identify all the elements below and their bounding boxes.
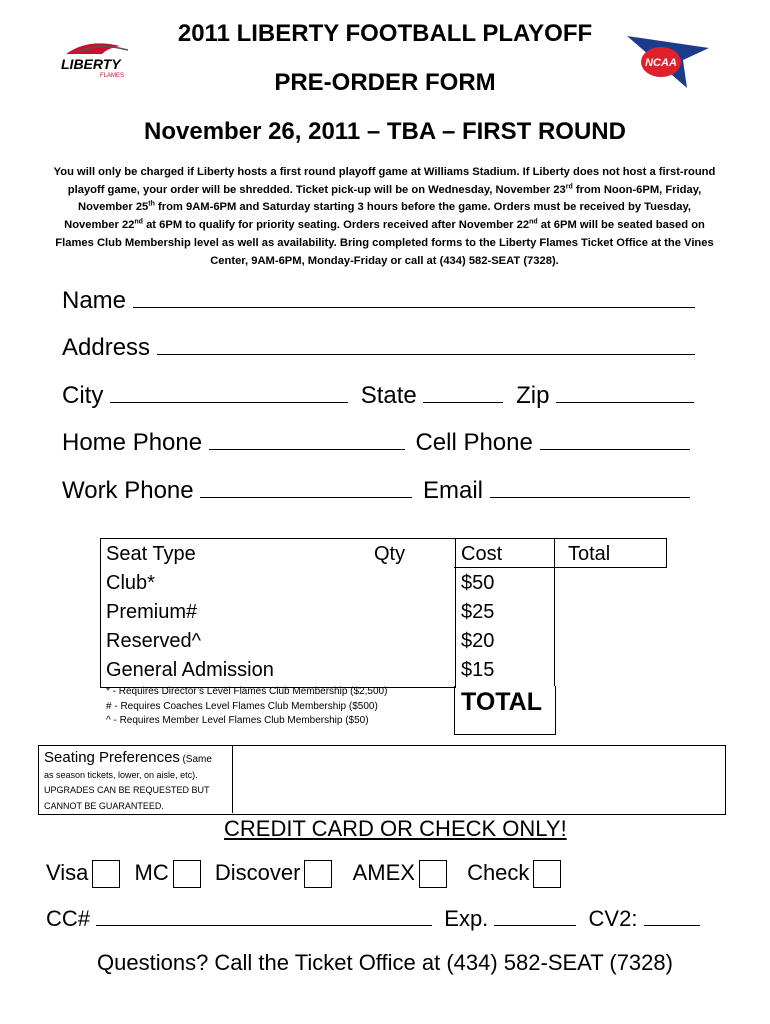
zip-input[interactable] (556, 380, 694, 403)
payment-heading: CREDIT CARD OR CHECK ONLY! (224, 816, 567, 841)
amex-label: AMEX (352, 860, 415, 885)
seat-footnotes (106, 685, 387, 729)
payment-methods-row (46, 860, 561, 888)
mc-label: MC (134, 860, 169, 885)
work-email-row (62, 475, 690, 505)
seating-pref-label: Seating Preferences (44, 749, 180, 766)
check-checkbox[interactable] (533, 860, 561, 888)
seating-pref-input[interactable] (233, 746, 723, 812)
state-input[interactable] (423, 380, 503, 403)
address-input[interactable] (157, 332, 695, 355)
discover-label: Discover (214, 860, 301, 885)
footnote-club: * - Requires Director’s Level Flames Club Membership ($2,500) (106, 686, 388, 697)
address-row (62, 332, 695, 362)
visa-checkbox[interactable] (92, 860, 120, 888)
header-qty: Qty (374, 543, 406, 565)
cc-input[interactable] (96, 905, 432, 926)
row-reserved-cost: $20 (461, 630, 495, 652)
state-label: State (360, 382, 417, 409)
discover-checkbox[interactable] (304, 860, 332, 888)
name-label: Name (62, 287, 127, 314)
work-phone-label: Work Phone (62, 477, 194, 504)
exp-label: Exp. (444, 906, 489, 931)
total-divider (554, 538, 555, 566)
amex-checkbox[interactable] (419, 860, 447, 888)
cell-phone-label: Cell Phone (415, 429, 533, 456)
home-phone-input[interactable] (209, 427, 405, 450)
cv2-input[interactable] (644, 905, 700, 926)
address-label: Address (62, 334, 151, 361)
title-line-2: PRE-ORDER FORM (274, 69, 496, 96)
header-total: Total (568, 543, 611, 565)
ncaa-logo-text: NCAA (645, 57, 677, 69)
row-reserved-type: Reserved^ (106, 630, 201, 652)
mc-checkbox[interactable] (173, 860, 201, 888)
title-line-3: November 26, 2011 – TBA – FIRST ROUND (144, 118, 626, 145)
zip-label: Zip (516, 382, 550, 409)
name-row (62, 285, 695, 315)
exp-input[interactable] (494, 905, 576, 926)
footnote-reserved: ^ - Requires Member Level Flames Club Membership ($50) (106, 715, 369, 726)
header-seat-type: Seat Type (106, 543, 196, 565)
title-line-1: 2011 LIBERTY FOOTBALL PLAYOFF (177, 20, 593, 47)
cv2-label: CV2: (588, 906, 638, 931)
phone-row (62, 427, 690, 457)
city-state-zip-row (62, 380, 694, 410)
cc-row (46, 905, 700, 932)
city-input[interactable] (110, 380, 348, 403)
questions-footer: Questions? Call the Ticket Office at (434) 582-SEAT (7328) (97, 950, 673, 975)
seating-pref-text: Seating Preferences (Same as season tickets, lower, on aisle, etc). UPGRADES CAN BE REQUESTED BUT CANNOT BE GUARANTEED. (44, 749, 212, 811)
name-input[interactable] (133, 285, 695, 308)
email-label: Email (422, 477, 483, 504)
row-premium-type: Premium# (106, 601, 198, 623)
row-club-type: Club* (106, 572, 155, 594)
work-phone-input[interactable] (200, 475, 412, 498)
intro-paragraph: You will only be charged if Liberty hosts a first round playoff game at Williams Stadium. If Liberty does not host a first-round playoff game, your order will be shredded. Ticket pick-up will be on Wednesday, November 23rd from Noon-6PM, Friday, November 25th from 9AM-6PM and Saturday starting 3 hours before the game. Orders must be received by Tuesday, November 22nd at 6PM to qualify for priority seating. Orders received after November 22nd at 6PM will be seated based on Flames Club Membership level as well as availability. Bring completed forms to the Liberty Flames Ticket Office at the Vines Center, 9AM-6PM, Monday-Friday or call at (434) 582-SEAT (7328). (53, 166, 716, 267)
cc-label: CC# (46, 906, 91, 931)
check-label: Check (467, 860, 530, 885)
row-ga-cost: $15 (461, 659, 495, 681)
row-premium-cost: $25 (461, 601, 495, 623)
row-club-cost: $50 (461, 572, 495, 594)
city-label: City (62, 382, 104, 409)
home-phone-label: Home Phone (62, 429, 203, 456)
row-ga-type: General Admission (106, 659, 274, 681)
liberty-logo-text: LIBERTY (61, 56, 121, 72)
header-cost: Cost (461, 543, 503, 565)
visa-label: Visa (46, 860, 89, 885)
footnote-premium: # - Requires Coaches Level Flames Club Membership ($500) (106, 700, 378, 712)
cell-phone-input[interactable] (540, 427, 690, 450)
liberty-logo-sub: FLAMES (100, 73, 125, 79)
total-label: TOTAL (461, 688, 543, 716)
email-input[interactable] (490, 475, 690, 498)
